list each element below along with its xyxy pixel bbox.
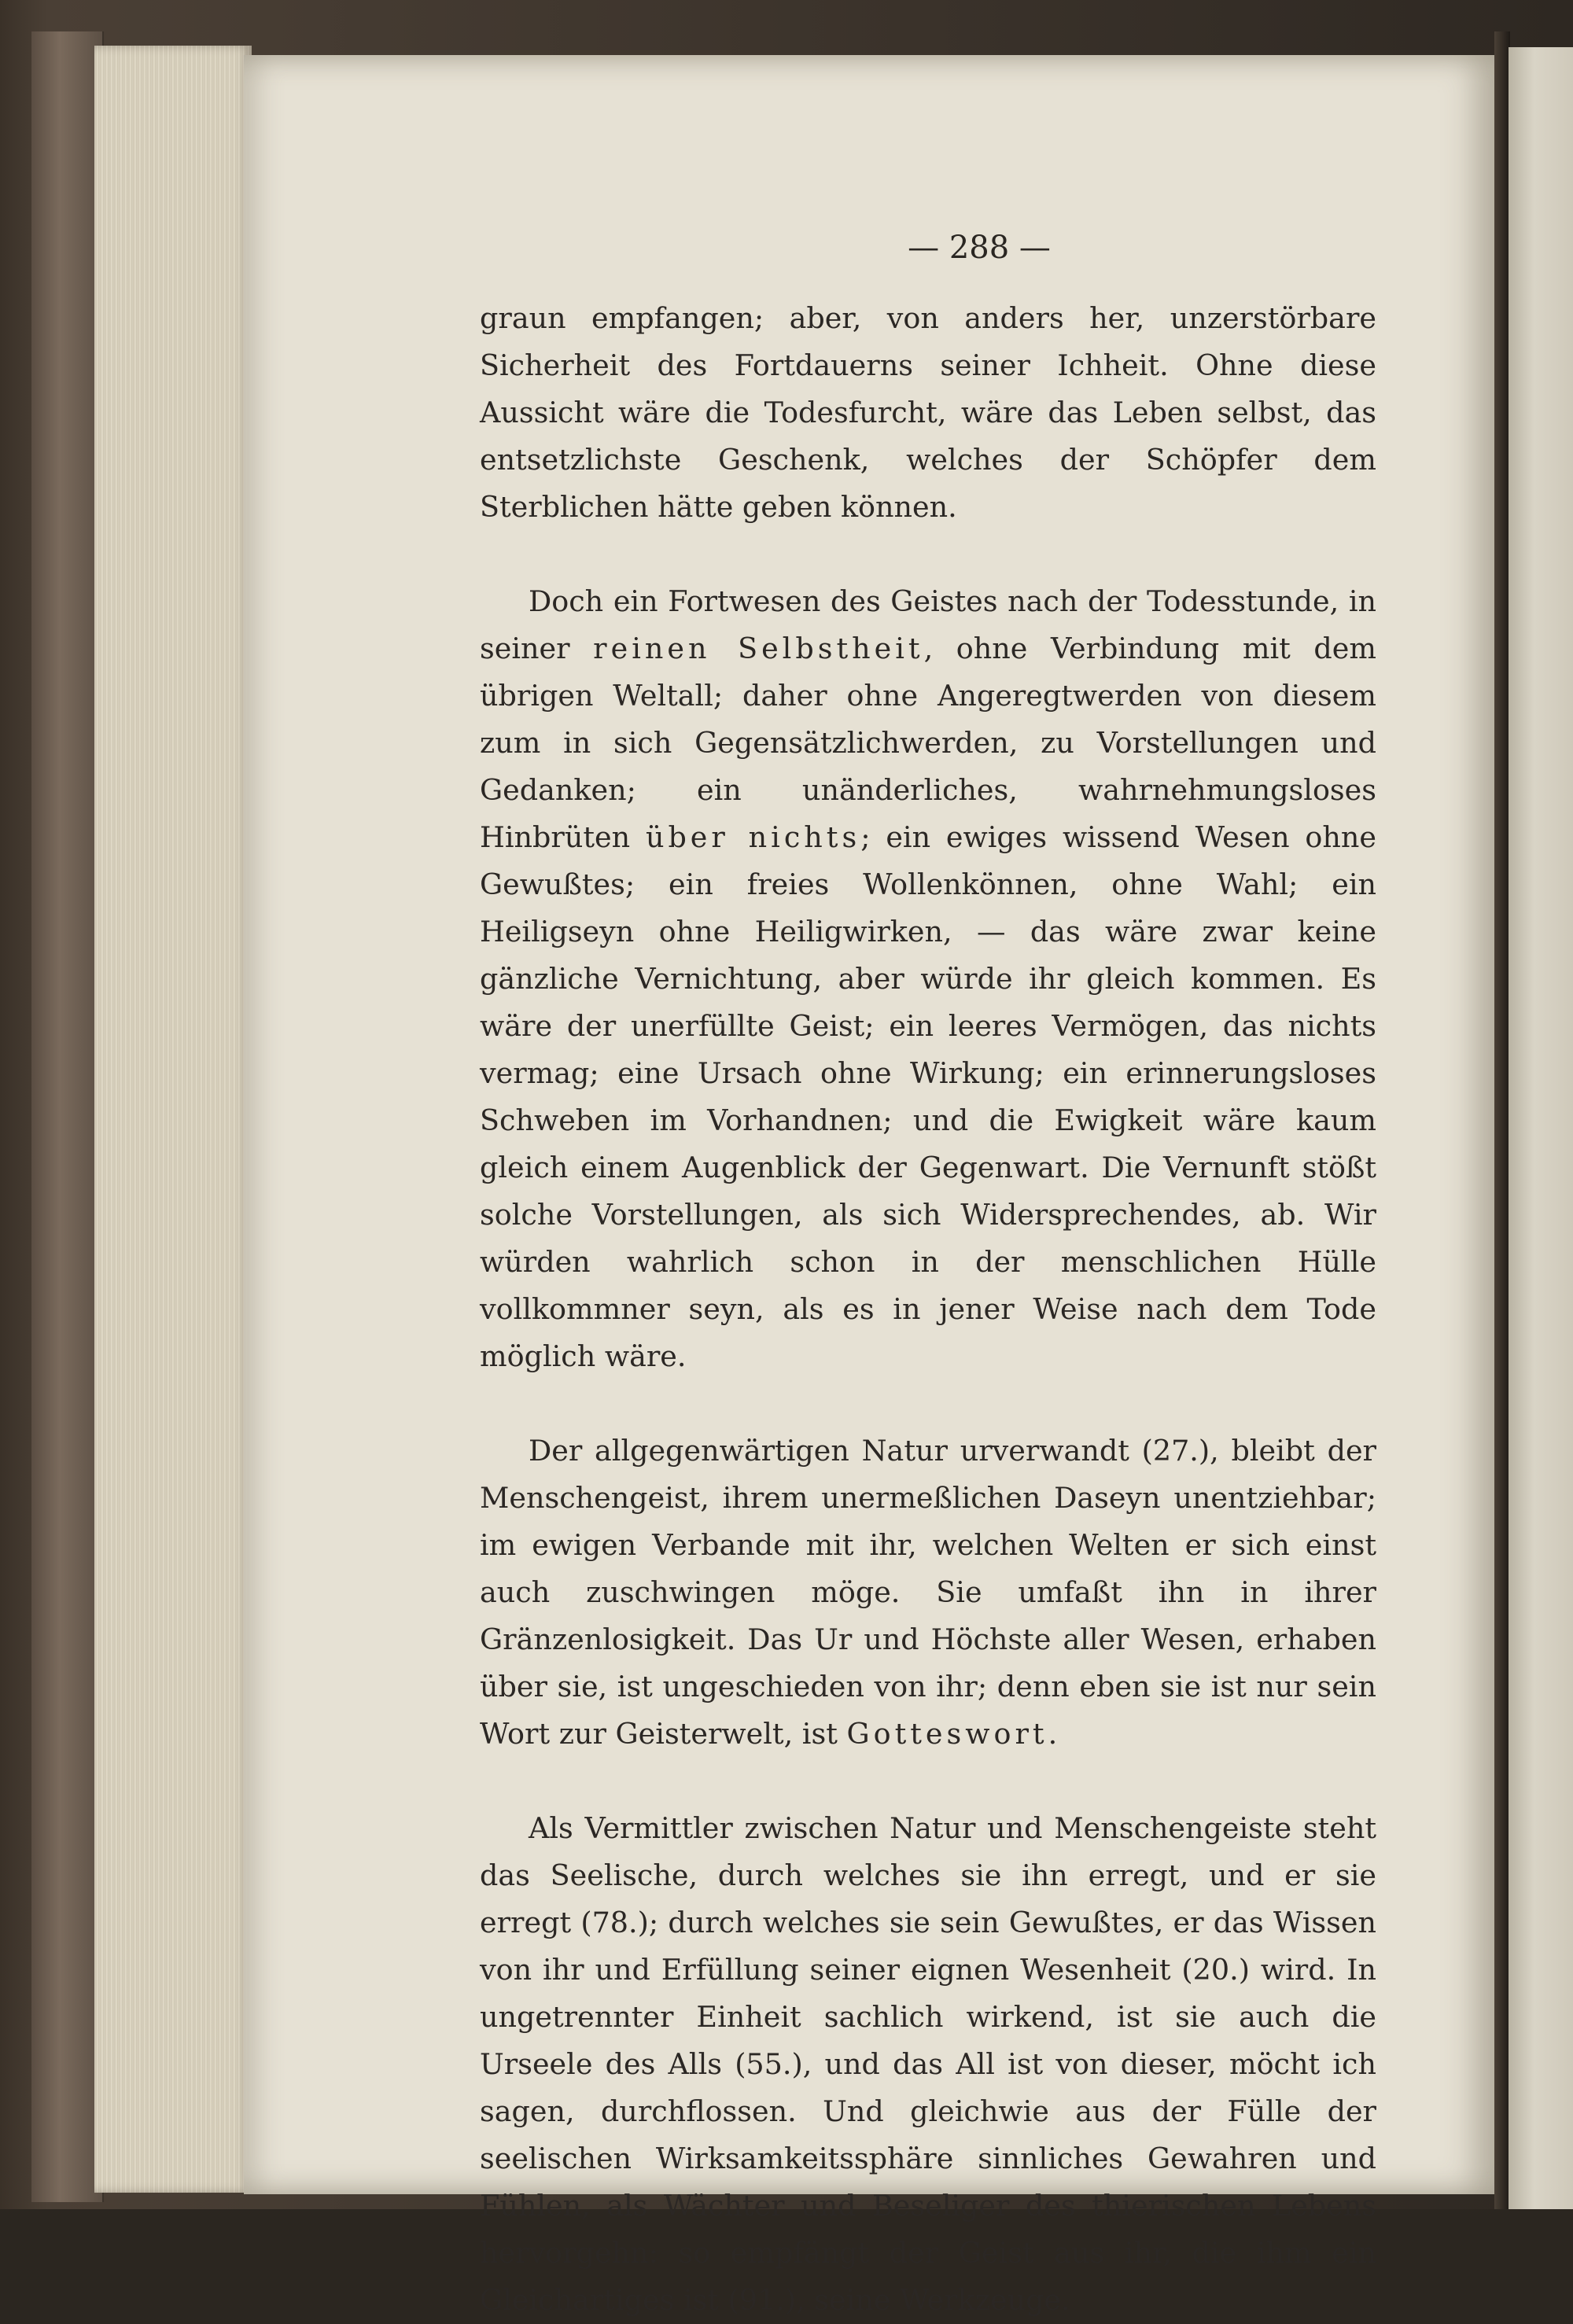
paragraph-2-part-2: , ohne Verbindung mit dem übrigen Weltall; daher ohne Angeregtwerden von diesem zum in sich Gegensätzlichwerden, zu Vorstellungen und Gedanken; ein unänderliches, wahrnehmungsloses Hinbrüten bbox=[480, 632, 1376, 854]
paragraph-4: Als Vermittler zwischen Natur und Menschengeiste steht das Seelische, durch welches sie ihn erregt, und er sie erregt (78.); durch welches sie sein Gewußtes, er das Wissen von ihr und Erfüllung seiner eignen Wesenheit (20.) wird. In ungetrennter Einheit sachlich wirkend, ist sie auch die Urseele des Alls (55.), und das All ist von dieser, möcht ich sagen, durchflossen. Und gleichwie aus der Fülle der seelischen Wirksamkeitssphäre sinnliches Gewahren und Fühlen, als Wächter und Beseliger des thierischen Lebens hervorgehn: so empfängt der Geist aus ihr, die ihm ein Gleichartiges ist (91.), seine Werkzeuge. bbox=[480, 1811, 1376, 2317]
paragraph-1: graun empfangen; aber, von anders her, unzerstörbare Sicherheit des Fortdauerns seiner Ichheit. Ohne diese Aussicht wäre die Todesfurcht, wäre das Leben selbst, das entsetzlichste Geschenk, welches der Schöpfer dem Sterblichen hätte geben können. bbox=[480, 301, 1376, 524]
paragraph-3-part-1: Der allgegenwärtigen Natur urverwandt (27.), bleibt der Menschengeist, ihrem unermeßlichen Daseyn unentziehbar; im ewigen Verbande mit ihr, welchen Welten er sich einst auch zuschwingen möge. Sie umfaßt ihn in ihrer Gränzenlosigkeit. Das Ur und Höchste aller Wesen, erhaben über sie, ist ungeschieden von ihr; denn eben sie ist nur sein Wort zur Geisterwelt, ist bbox=[480, 1434, 1376, 1751]
emphasis-ueber-nichts: über nichts bbox=[645, 820, 861, 854]
book-gutter bbox=[1494, 31, 1510, 2209]
paragraph-2 bbox=[480, 578, 1376, 1380]
emphasis-reinen-selbstheit: reinen Selbstheit bbox=[593, 632, 924, 665]
page-text bbox=[480, 295, 1376, 2324]
stacked-page-edges bbox=[94, 46, 252, 2193]
paragraph-2-part-3: ; ein ewiges wissend Wesen ohne Gewußtes; ein freies Wollenkönnen, ohne Wahl; ein Heiligseyn ohne Heiligwirken, — das wäre zwar keine gänzliche Vernichtung, aber würde ihr gleich kommen. Es wäre der unerfüllte Geist; ein leeres Vermögen, das nichts vermag; eine Ursach ohne Wirkung; ein erinnerungsloses Schweben im Vorhandnen; und die Ewigkeit wäre kaum gleich einem Augenblick der Gegenwart. Die Vernunft stößt solche Vorstellungen, als sich Widersprechendes, ab. Wir würden wahrlich schon in der menschlichen Hülle vollkommner seyn, als es in jener Weise nach dem Tode möglich wäre. bbox=[480, 820, 1376, 1373]
paragraph-2-part-1: Doch ein Fortwesen des Geistes nach der Todesstunde, in seiner bbox=[480, 584, 1376, 665]
emphasis-gotteswort: Gotteswort bbox=[846, 1717, 1048, 1751]
paragraph-3-part-2: . bbox=[1048, 1717, 1058, 1751]
page-number: — 288 — bbox=[908, 230, 1051, 266]
next-page-sliver bbox=[1509, 47, 1573, 2209]
paragraph-3 bbox=[480, 1427, 1376, 1758]
book-cover-edge bbox=[31, 31, 104, 2202]
